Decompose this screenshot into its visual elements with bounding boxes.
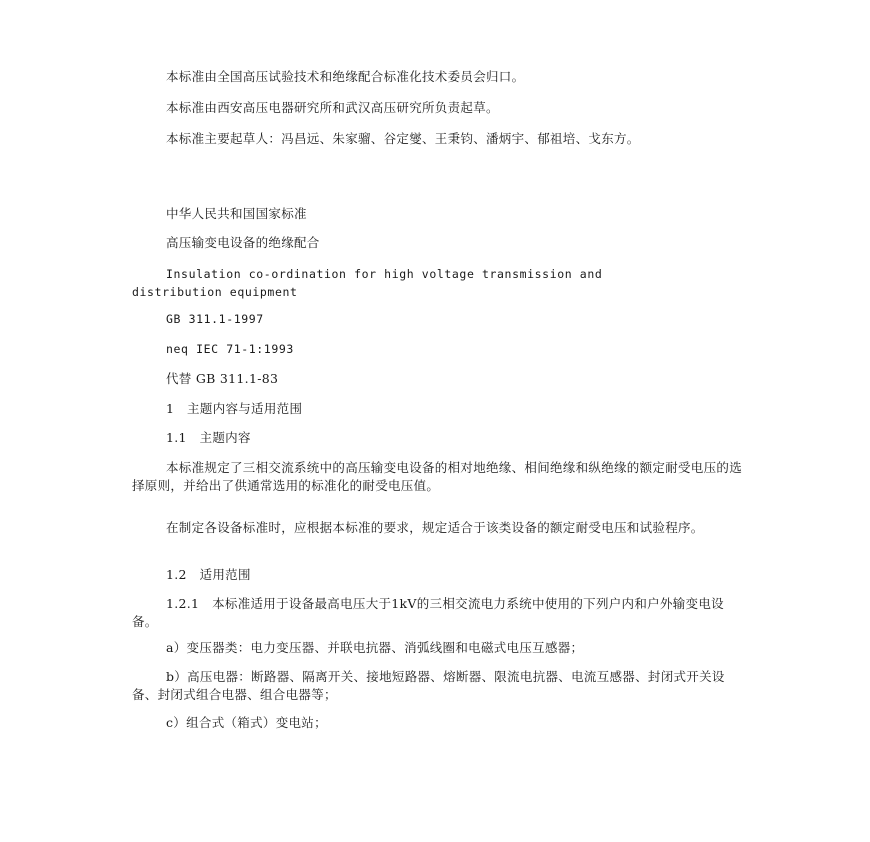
list-item-b: b）高压电器：断路器、隔离开关、接地短路器、熔断器、限流电抗器、电流互感器、封闭式开关设备、封闭式组合电器、组合电器等；: [132, 669, 725, 702]
document-title-cn: 高压输变电设备的绝缘配合: [166, 235, 320, 250]
list-item-c: c）组合式（箱式）变电站；: [166, 715, 327, 730]
replaces-note: 代替 GB 311.1-83: [166, 371, 279, 386]
preamble-paragraph-2: 本标准由西安高压电器研究所和武汉高压研究所负责起草。: [166, 100, 499, 115]
list-item-a: a）变压器类：电力变压器、并联电抗器、消弧线圈和电磁式电压互感器；: [166, 640, 584, 655]
preamble-paragraph-3: 本标准主要起草人：冯昌远、朱家骝、谷定燮、王秉钧、潘炳宇、郁祖培、戈东方。: [166, 131, 640, 146]
standard-number: GB 311.1-1997: [166, 312, 264, 326]
section-1-2-heading: 1.2 适用范围: [166, 567, 251, 582]
section-1-2-1-paragraph: 1.2.1 本标准适用于设备最高电压大于1kV的三相交流电力系统中使用的下列户内和户外输变电设备。: [132, 596, 724, 629]
equivalence-note: neq IEC 71-1:1993: [166, 342, 294, 356]
section-1-1-heading: 1.1 主题内容: [166, 430, 251, 445]
section-1-heading: 1 主题内容与适用范围: [166, 401, 303, 416]
country-standard-label: 中华人民共和国国家标准: [166, 206, 307, 221]
section-1-1-paragraph-1: 本标准规定了三相交流系统中的高压输变电设备的相对地绝缘、相间绝缘和纵绝缘的额定耐受电压的选择原则，并给出了供通常选用的标准化的耐受电压值。: [132, 460, 743, 493]
preamble-paragraph-1: 本标准由全国高压试验技术和绝缘配合标准化技术委员会归口。: [166, 69, 525, 84]
section-1-1-paragraph-2: 在制定各设备标准时，应根据本标准的要求，规定适合于该类设备的额定耐受电压和试验程序。: [166, 520, 704, 535]
document-title-en: Insulation co-ordination for high voltage transmission and distribution equipment: [132, 267, 603, 299]
